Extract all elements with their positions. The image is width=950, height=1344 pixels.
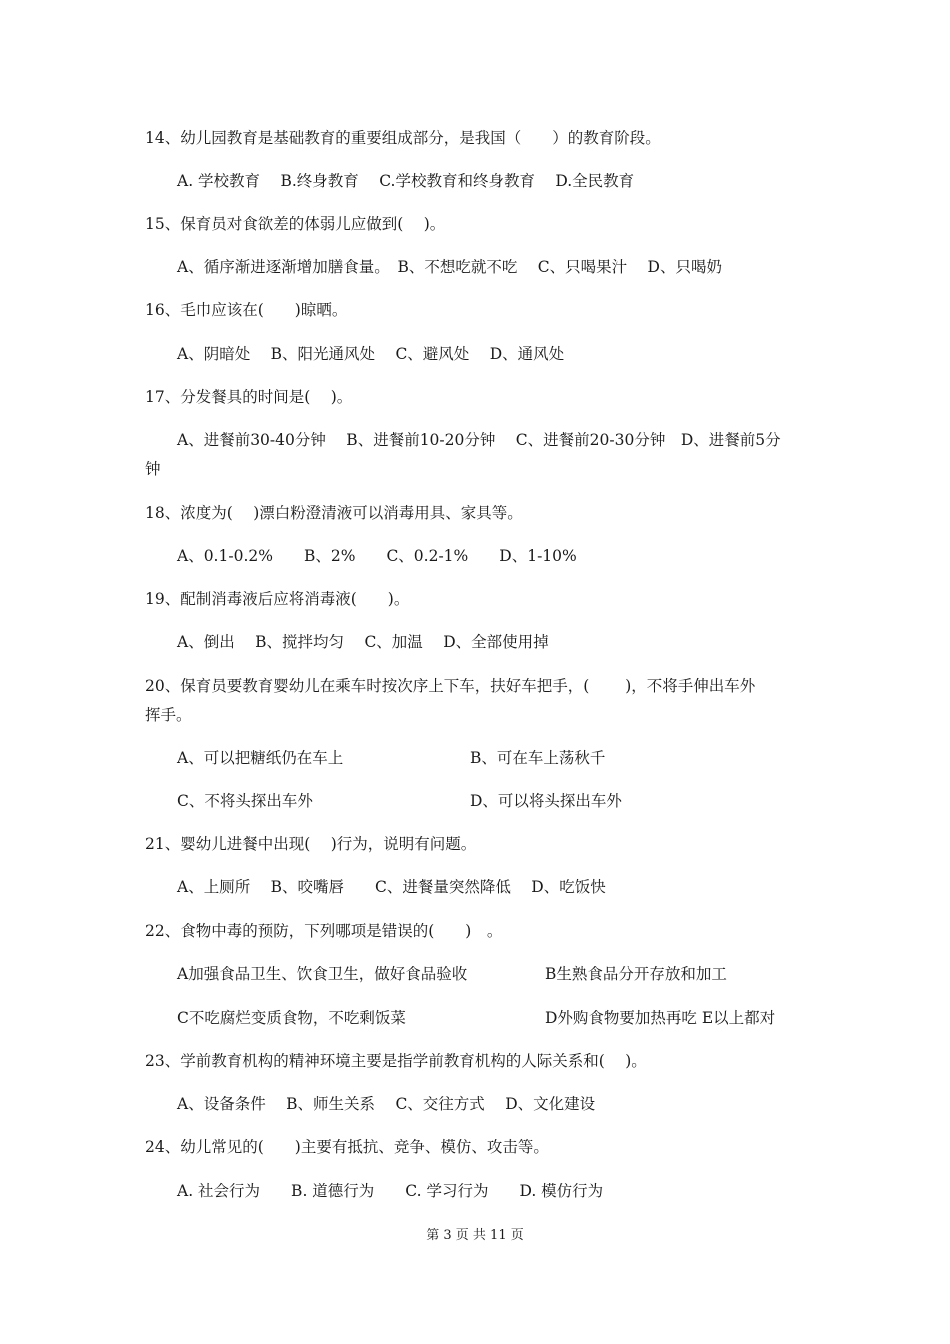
question-options: A、阴暗处 B、阳光通风处 C、避风处 D、通风处 [177, 345, 565, 363]
question-option: C不吃腐烂变质食物，不吃剩饭菜 [177, 1009, 406, 1027]
question-option: A、可以把糖纸仍在车上 [177, 749, 344, 767]
question-stem: 14、幼儿园教育是基础教育的重要组成部分，是我国（ ）的教育阶段。 [145, 129, 661, 147]
question-stem: 23、学前教育机构的精神环境主要是指学前教育机构的人际关系和( )。 [145, 1052, 647, 1070]
question-options: A、上厕所 B、咬嘴唇 C、进餐量突然降低 D、吃饭快 [177, 878, 606, 896]
question-stem: 16、毛巾应该在( )晾晒。 [145, 301, 348, 319]
question-stem: 19、配制消毒液后应将消毒液( )。 [145, 590, 410, 608]
question-option: D外购食物要加热再吃 E以上都对 [545, 1009, 776, 1027]
question-stem: 21、婴幼儿进餐中出现( )行为，说明有问题。 [145, 835, 477, 853]
question-options: A、设备条件 B、师生关系 C、交往方式 D、文化建设 [177, 1095, 596, 1113]
question-stem: 20、保育员要教育婴幼儿在乘车时按次序上下车，扶好车把手，( )，不将手伸出车外 [145, 677, 756, 695]
question-options: A. 社会行为 B. 道德行为 C. 学习行为 D. 模仿行为 [177, 1182, 604, 1200]
question-stem: 17、分发餐具的时间是( )。 [145, 388, 353, 406]
question-options: A、循序渐进逐渐增加膳食量。 B、不想吃就不吃 C、只喝果汁 D、只喝奶 [177, 258, 722, 276]
question-options: A、0.1-0.2% B、2% C、0.2-1% D、1-10% [177, 547, 577, 565]
page-number-footer: 第 3 页 共 11 页 [426, 1228, 524, 1243]
question-option: D、可以将头探出车外 [470, 792, 622, 810]
question-stem: 22、食物中毒的预防，下列哪项是错误的( ) 。 [145, 922, 503, 940]
question-option: B生熟食品分开存放和加工 [545, 965, 727, 983]
question-stem: 24、幼儿常见的( )主要有抵抗、竞争、模仿、攻击等。 [145, 1138, 549, 1156]
question-options: A、倒出 B、搅拌均匀 C、加温 D、全部使用掉 [177, 633, 549, 651]
question-option: C、不将头探出车外 [177, 792, 313, 810]
question-option: B、可在车上荡秋千 [470, 749, 606, 767]
question-options-continued: 钟 [145, 460, 161, 478]
question-stem: 15、保育员对食欲差的体弱儿应做到( )。 [145, 215, 446, 233]
question-option: A加强食品卫生、饮食卫生，做好食品验收 [177, 965, 468, 983]
question-options: A、进餐前30-40分钟 B、进餐前10-20分钟 C、进餐前20-30分钟 D、进餐前5分 [177, 431, 781, 449]
question-stem-continued: 挥手。 [145, 706, 192, 724]
question-options: A. 学校教育 B.终身教育 C.学校教育和终身教育 D.全民教育 [177, 172, 635, 190]
question-stem: 18、浓度为( )漂白粉澄清液可以消毒用具、家具等。 [145, 504, 523, 522]
